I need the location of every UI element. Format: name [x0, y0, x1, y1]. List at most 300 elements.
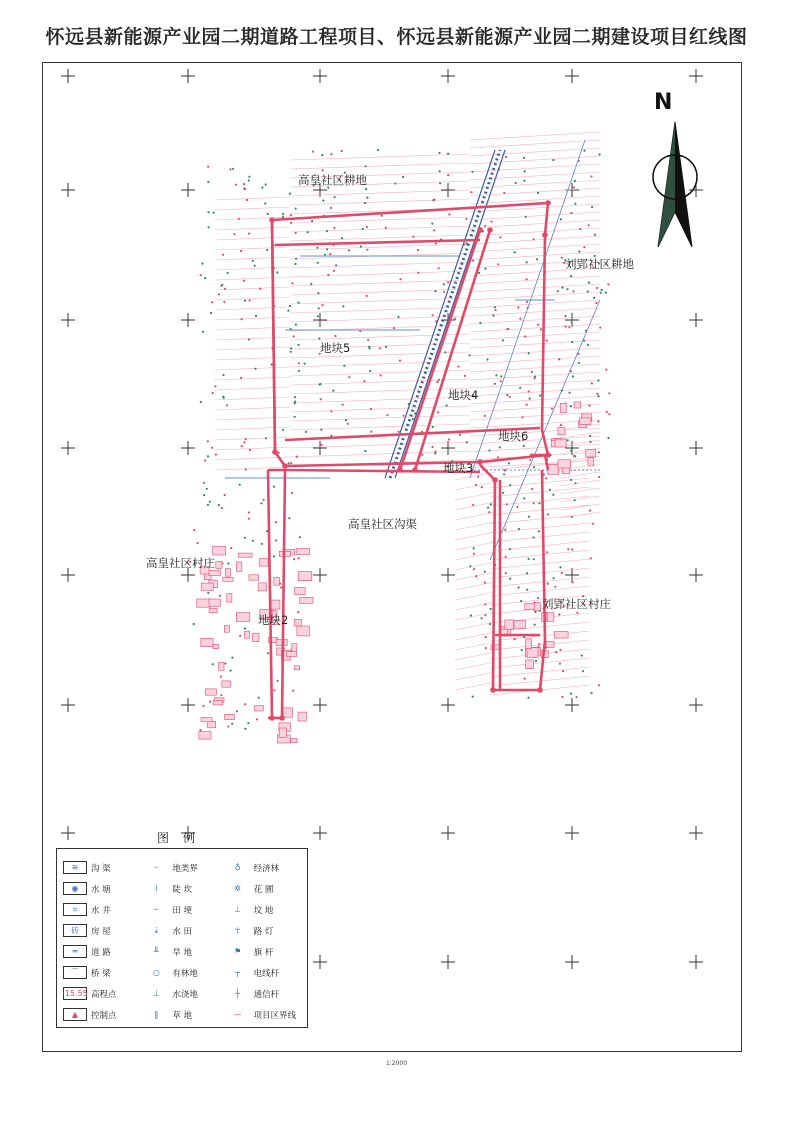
building	[298, 572, 312, 581]
field-marker	[515, 182, 517, 184]
field-marker	[464, 375, 466, 377]
field-marker	[606, 411, 608, 413]
building	[525, 603, 535, 609]
field-marker	[538, 643, 540, 645]
field-marker	[555, 651, 557, 653]
field-marker	[600, 292, 602, 294]
field-marker	[484, 415, 486, 417]
field-marker	[291, 492, 293, 494]
field-marker	[248, 233, 250, 235]
map-title: 怀远县新能源产业园二期道路工程项目、怀远县新能源产业园二期建设项目红线图	[45, 26, 748, 48]
field-marker	[588, 224, 590, 226]
parcel-line	[215, 347, 290, 350]
parcel-line	[560, 504, 600, 510]
field-marker	[365, 165, 367, 167]
field-marker	[444, 351, 446, 353]
field-marker	[222, 374, 224, 376]
grid-cross	[689, 69, 703, 83]
grid-cross	[313, 69, 327, 83]
field-marker	[472, 259, 474, 261]
parcel-line	[215, 337, 290, 340]
field-marker	[275, 539, 277, 541]
parcel-line	[470, 236, 600, 244]
field-marker	[399, 360, 401, 362]
field-marker	[525, 216, 527, 218]
parcel-line	[470, 380, 600, 388]
field-marker	[514, 638, 516, 640]
legend-item	[63, 941, 144, 962]
field-marker	[207, 592, 209, 594]
grid-cross	[689, 698, 703, 712]
field-marker	[294, 396, 296, 398]
parcel-line	[215, 267, 290, 270]
field-marker	[290, 347, 292, 349]
parcel-line	[455, 602, 495, 610]
building	[213, 701, 223, 705]
field-marker	[536, 258, 538, 260]
field-marker	[499, 446, 501, 448]
grid-cross	[565, 826, 579, 840]
field-marker	[578, 251, 580, 253]
field-marker	[364, 202, 366, 204]
field-marker	[494, 306, 496, 308]
field-marker	[590, 557, 592, 559]
field-marker	[317, 315, 319, 317]
field-marker	[210, 312, 212, 314]
building	[558, 460, 571, 468]
field-marker	[267, 652, 269, 654]
field-marker	[421, 454, 423, 456]
grid-cross	[61, 313, 75, 327]
field-marker	[529, 398, 531, 400]
field-marker	[326, 248, 328, 250]
parcel-line	[490, 658, 590, 668]
parcel-line	[215, 247, 290, 250]
building	[201, 638, 213, 646]
legend-item	[144, 899, 225, 920]
project-red-line	[268, 203, 548, 718]
field-marker	[299, 536, 301, 538]
field-marker	[601, 289, 603, 291]
field-marker	[431, 446, 433, 448]
field-marker	[448, 213, 450, 215]
field-marker	[521, 649, 523, 651]
field-marker	[546, 551, 548, 553]
field-marker	[236, 710, 238, 712]
field-marker	[485, 636, 487, 638]
field-marker	[329, 253, 331, 255]
field-marker	[282, 429, 284, 431]
field-marker	[219, 595, 221, 597]
field-marker	[588, 405, 590, 407]
field-marker	[554, 586, 556, 588]
field-marker	[568, 392, 570, 394]
legend-label: 旗 杆	[253, 947, 274, 958]
field-marker	[471, 171, 473, 173]
field-marker	[568, 326, 570, 328]
field-marker	[570, 479, 572, 481]
legend-label: 地类界	[172, 863, 198, 874]
building	[574, 402, 581, 408]
field-marker	[484, 268, 486, 270]
field-marker	[582, 670, 584, 672]
legend-item	[226, 1004, 307, 1025]
field-marker	[245, 468, 247, 470]
field-marker	[495, 309, 497, 311]
field-marker	[607, 283, 609, 285]
field-marker	[509, 484, 511, 486]
grid-cross	[441, 955, 455, 969]
field-marker	[320, 429, 322, 431]
parcel-line	[290, 271, 470, 277]
building	[279, 728, 286, 737]
map-legend	[56, 831, 308, 1028]
legend-item	[63, 899, 144, 920]
parcel-line	[470, 212, 600, 220]
field-marker	[448, 438, 450, 440]
parcel-line	[470, 364, 600, 372]
field-marker	[506, 394, 508, 396]
legend-item	[144, 857, 225, 878]
parcel-line	[290, 289, 470, 295]
field-marker	[597, 395, 599, 397]
field-marker	[199, 729, 201, 731]
building	[287, 652, 297, 657]
field-marker	[239, 635, 241, 637]
field-marker	[379, 347, 381, 349]
field-marker	[247, 722, 249, 724]
building	[297, 626, 309, 636]
field-marker	[193, 529, 195, 531]
parcel-line	[470, 316, 600, 324]
grid-cross	[689, 313, 703, 327]
field-marker	[570, 405, 572, 407]
field-marker	[297, 611, 299, 613]
field-marker	[417, 249, 419, 251]
field-marker	[587, 344, 589, 346]
field-marker	[369, 347, 371, 349]
grid-cross	[689, 568, 703, 582]
legend-label: 经济林	[253, 863, 280, 874]
field-marker	[578, 362, 580, 364]
field-marker	[287, 310, 289, 312]
field-marker	[402, 415, 404, 417]
legend-item	[63, 983, 144, 1004]
field-marker	[598, 451, 600, 453]
field-marker	[319, 383, 321, 385]
building	[224, 626, 229, 633]
field-marker	[590, 175, 592, 177]
field-marker	[273, 689, 275, 691]
legend-symbol-icon: ⌇	[154, 884, 159, 893]
field-marker	[495, 374, 497, 376]
field-marker	[519, 387, 521, 389]
legend-symbol-icon: ┄	[153, 905, 159, 914]
parcel-line	[470, 332, 600, 340]
field-marker	[316, 247, 318, 249]
legend-item	[144, 983, 225, 1004]
field-marker	[248, 176, 250, 178]
field-marker	[280, 586, 282, 588]
field-marker	[321, 154, 323, 156]
field-marker	[596, 287, 598, 289]
field-marker	[484, 603, 486, 605]
field-marker	[527, 697, 529, 699]
field-marker	[230, 670, 232, 672]
field-marker	[557, 290, 559, 292]
grid-cross	[689, 955, 703, 969]
building	[300, 597, 314, 603]
field-marker	[454, 318, 456, 320]
field-marker	[222, 254, 224, 256]
parcel-line	[290, 424, 470, 430]
parcel-line	[215, 447, 290, 450]
field-marker	[224, 288, 226, 290]
building	[547, 613, 554, 622]
field-marker	[240, 250, 242, 252]
field-marker	[500, 375, 502, 377]
field-marker	[523, 636, 525, 638]
legend-item	[144, 1004, 225, 1025]
parcel-line	[290, 361, 470, 367]
field-marker	[438, 379, 440, 381]
field-marker	[572, 375, 574, 377]
field-marker	[293, 558, 295, 560]
field-marker	[571, 341, 573, 343]
field-marker	[589, 441, 591, 443]
field-marker	[381, 215, 383, 217]
parcel-line	[470, 276, 600, 284]
building	[294, 666, 300, 670]
field-marker	[503, 192, 505, 194]
field-marker	[524, 335, 526, 337]
field-marker	[222, 396, 224, 398]
parcel-line	[215, 397, 290, 400]
field-marker	[255, 315, 257, 317]
building	[223, 577, 233, 581]
legend-symbol-icon: ⌗	[63, 903, 87, 916]
field-marker	[386, 414, 388, 416]
field-marker	[583, 150, 585, 152]
parcel-line	[455, 652, 495, 660]
grid-cross	[313, 313, 327, 327]
field-marker	[248, 518, 250, 520]
parcel-line	[470, 204, 600, 212]
field-marker	[573, 455, 575, 457]
parcel-line	[215, 367, 290, 370]
building	[225, 714, 235, 719]
field-marker	[570, 212, 572, 214]
grid-cross	[441, 69, 455, 83]
field-marker	[290, 214, 292, 216]
field-marker	[524, 678, 526, 680]
field-marker	[446, 404, 448, 406]
field-marker	[599, 327, 601, 329]
parcel-line	[455, 502, 495, 510]
field-marker	[574, 203, 576, 205]
field-marker	[595, 302, 597, 304]
field-marker	[208, 226, 210, 228]
field-marker	[330, 207, 332, 209]
field-marker	[466, 441, 468, 443]
parcel-line	[490, 541, 590, 551]
field-marker	[224, 662, 226, 664]
field-marker	[393, 327, 395, 329]
field-marker	[562, 670, 564, 672]
field-marker	[607, 437, 609, 439]
field-marker	[481, 617, 483, 619]
field-marker	[551, 408, 553, 410]
field-marker	[240, 377, 242, 379]
field-marker	[470, 191, 472, 193]
parcel-line	[290, 190, 470, 196]
parcel-line	[470, 308, 600, 316]
field-marker	[514, 251, 516, 253]
label-plot3: 地块3	[443, 461, 474, 475]
label-plot6: 地块6	[498, 429, 529, 443]
field-marker	[345, 419, 347, 421]
parcel-line	[290, 451, 470, 457]
field-marker	[275, 521, 277, 523]
building	[292, 644, 297, 653]
grid-cross	[313, 698, 327, 712]
field-marker	[494, 383, 496, 385]
field-marker	[447, 281, 449, 283]
parcel-line	[215, 407, 290, 410]
field-marker	[271, 363, 273, 365]
field-marker	[397, 316, 399, 318]
field-marker	[239, 484, 241, 486]
field-marker	[341, 150, 343, 152]
building	[209, 599, 220, 606]
building	[291, 739, 297, 743]
grid-cross	[441, 698, 455, 712]
parcel-line	[455, 672, 495, 680]
field-marker	[537, 324, 539, 326]
field-marker	[488, 511, 490, 513]
legend-symbol-icon: ☥	[234, 926, 241, 935]
legend-symbol-icon: ✲	[234, 884, 241, 893]
field-marker	[559, 649, 561, 651]
field-marker	[523, 445, 525, 447]
legend-label: 草 地	[172, 1010, 193, 1021]
field-marker	[317, 292, 319, 294]
field-marker	[213, 212, 215, 214]
field-marker	[207, 211, 209, 213]
field-marker	[433, 229, 435, 231]
parcel-line	[290, 397, 470, 403]
field-marker	[377, 149, 379, 151]
field-marker	[312, 151, 314, 153]
field-marker	[211, 301, 213, 303]
parcel-line	[455, 492, 495, 500]
field-marker	[244, 537, 246, 539]
legend-symbol-icon: 砖	[63, 924, 87, 937]
field-marker	[526, 301, 528, 303]
field-marker	[201, 263, 203, 265]
legend-label: 道 路	[91, 947, 111, 958]
field-marker	[599, 153, 601, 155]
field-marker	[321, 444, 323, 446]
parcel-line	[470, 220, 600, 228]
building	[208, 722, 216, 728]
field-marker	[526, 589, 528, 591]
field-marker	[443, 283, 445, 285]
field-marker	[207, 166, 209, 168]
building	[283, 708, 292, 717]
field-marker	[288, 517, 290, 519]
field-marker	[204, 277, 206, 279]
field-marker	[560, 424, 562, 426]
field-marker	[443, 291, 445, 293]
field-marker	[264, 202, 266, 204]
legend-grid	[63, 857, 307, 1025]
field-marker	[343, 365, 345, 367]
parcel-line	[215, 377, 290, 380]
field-marker	[487, 507, 489, 509]
grid-cross	[61, 568, 75, 582]
field-marker	[294, 263, 296, 265]
field-marker	[598, 684, 600, 686]
field-marker	[282, 213, 284, 215]
field-marker	[412, 418, 414, 420]
field-marker	[499, 236, 501, 238]
field-marker	[366, 226, 368, 228]
field-marker	[218, 293, 220, 295]
field-marker	[370, 431, 372, 433]
field-marker	[549, 489, 551, 491]
field-marker	[366, 295, 368, 297]
field-marker	[248, 179, 250, 181]
field-marker	[203, 705, 205, 707]
field-marker	[561, 572, 563, 574]
field-marker	[261, 543, 263, 545]
field-marker	[574, 499, 576, 501]
parcel-line	[490, 550, 590, 560]
field-marker	[489, 623, 491, 625]
legend-item	[63, 920, 144, 941]
field-marker	[435, 242, 437, 244]
field-marker	[523, 180, 525, 182]
parcel-line	[215, 387, 290, 390]
field-marker	[486, 359, 488, 361]
parcel-line	[490, 586, 590, 596]
parcel-line	[455, 592, 495, 600]
field-marker	[204, 459, 206, 461]
building	[579, 418, 591, 425]
field-marker	[605, 292, 607, 294]
field-marker	[594, 234, 596, 236]
parcel-line	[455, 582, 495, 590]
field-marker	[212, 392, 214, 394]
field-marker	[330, 153, 332, 155]
field-marker	[248, 338, 250, 340]
legend-symbol-icon: ○	[152, 968, 160, 977]
field-marker	[290, 222, 292, 224]
field-marker	[231, 657, 233, 659]
legend-item	[144, 878, 225, 899]
field-marker	[533, 502, 535, 504]
field-marker	[277, 680, 279, 682]
parcel-line	[455, 482, 495, 490]
building	[546, 641, 554, 647]
field-marker	[261, 187, 263, 189]
field-marker	[367, 339, 369, 341]
grid-cross	[441, 568, 455, 582]
legend-title: 图例	[156, 831, 209, 845]
label-gaohuang-farmland: 高皇社区耕地	[298, 173, 367, 187]
parcel-line	[215, 287, 290, 290]
